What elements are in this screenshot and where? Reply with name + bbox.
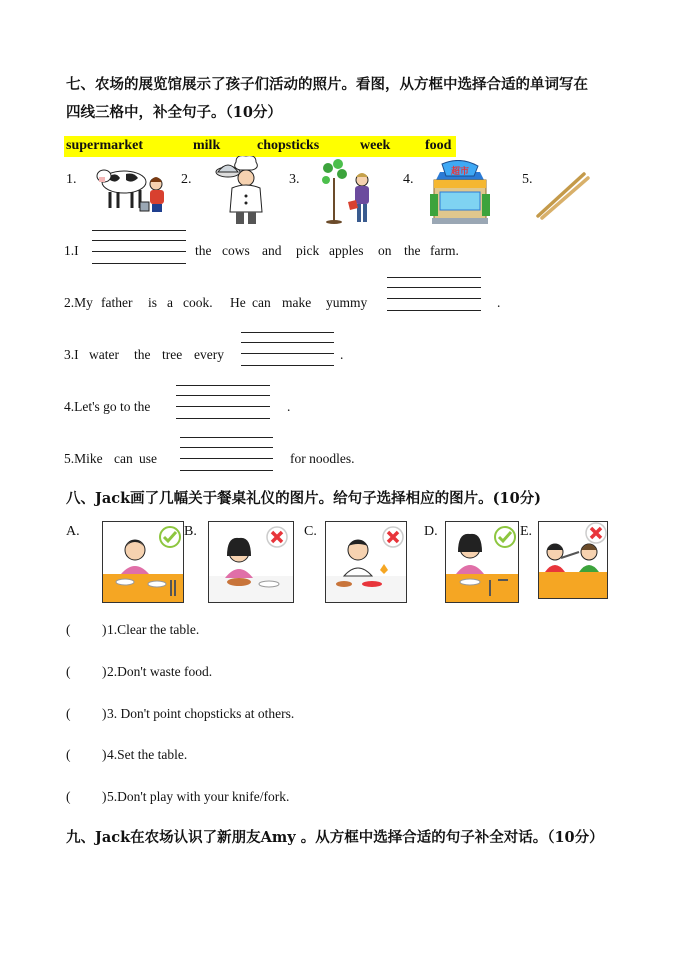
- picture-number-1: 1.: [66, 172, 77, 187]
- answer-paren-close: ): [102, 622, 107, 637]
- sentence-2-word: make: [282, 295, 312, 310]
- answer-lines-4[interactable]: [176, 385, 270, 419]
- answer-paren-open[interactable]: (: [66, 664, 71, 679]
- picture-letter-b: B.: [184, 524, 197, 539]
- sentence-5-word: 5.Mike: [64, 451, 103, 466]
- sentence-5-word: use: [139, 451, 157, 466]
- section-8-title: 八、Jack画了几幅关于餐桌礼仪的图片。给句子选择相应的图片。(10分): [66, 490, 542, 507]
- sentence-1-word: the: [404, 243, 421, 258]
- answer-paren-open[interactable]: (: [66, 789, 71, 804]
- word-supermarket: supermarket: [66, 138, 143, 153]
- word-milk: milk: [193, 138, 221, 153]
- question-text: 1.Clear the table.: [107, 622, 200, 637]
- answer-paren-close: ): [102, 664, 107, 679]
- picture-letter-e: E.: [520, 524, 533, 539]
- word-chopsticks: chopsticks: [257, 138, 320, 153]
- sentence-5-word: for noodles.: [290, 451, 355, 466]
- picture-number-3: 3.: [289, 172, 300, 187]
- answer-paren-open[interactable]: (: [66, 622, 71, 637]
- sentence-1-word: the: [195, 243, 212, 258]
- chopsticks-picture: [534, 170, 590, 220]
- word-bank: [64, 136, 456, 157]
- sentence-1-word: on: [378, 243, 392, 258]
- check-mark-icon: [494, 526, 516, 548]
- sentence-1-word: farm.: [430, 243, 459, 258]
- supermarket-sign-text: 超市: [450, 167, 470, 177]
- answer-lines-1[interactable]: [92, 230, 186, 264]
- sentence-2-word: 2.My: [64, 295, 93, 310]
- sentence-2-word: a: [167, 295, 173, 310]
- picture-number-5: 5.: [522, 172, 533, 187]
- sentence-4-word: 4.Let's go to the: [64, 399, 151, 414]
- section-9-title: 九、Jack在农场认识了新朋友Amy 。从方框中选择合适的句子补全对话。（10分）: [66, 829, 604, 846]
- cross-mark-icon: [266, 526, 288, 548]
- sentence-2-word: can: [252, 295, 271, 310]
- word-food: food: [425, 138, 452, 153]
- picture-letter-d: D.: [424, 524, 438, 539]
- picture-number-4: 4.: [403, 172, 414, 187]
- sentence-3-word: tree: [162, 347, 183, 362]
- question-text: 3. Don't point chopsticks at others.: [107, 706, 295, 721]
- picture-letter-c: C.: [304, 524, 317, 539]
- sentence-2-word: father: [101, 295, 133, 310]
- sentence-2-word: is: [148, 295, 158, 310]
- question-text: 5.Don't play with your knife/fork.: [107, 789, 290, 804]
- picture-letter-a: A.: [66, 524, 80, 539]
- answer-paren-close: ): [102, 789, 107, 804]
- answer-paren-close: ): [102, 706, 107, 721]
- chef-picture: [214, 156, 266, 226]
- answer-paren-close: ): [102, 747, 107, 762]
- answer-lines-2[interactable]: [387, 277, 481, 311]
- milking-cow-picture: [96, 162, 174, 216]
- picture-number-2: 2.: [181, 172, 192, 187]
- supermarket-picture: [428, 160, 492, 226]
- sentence-3-word: .: [340, 347, 344, 362]
- sentence-4-word: .: [287, 399, 291, 414]
- sentence-1-word: apples: [329, 243, 364, 258]
- section-7-title-line-2: 四线三格中，补全句子。（10分）: [66, 104, 282, 121]
- sentence-1-word: cows: [222, 243, 250, 258]
- answer-paren-open[interactable]: (: [66, 706, 71, 721]
- answer-lines-5[interactable]: [180, 437, 273, 471]
- cross-mark-icon: [382, 526, 404, 548]
- answer-lines-3[interactable]: [241, 332, 334, 366]
- sentence-2-word: cook.: [183, 295, 213, 310]
- question-text: 2.Don't waste food.: [107, 664, 213, 679]
- sentence-3-word: the: [134, 347, 151, 362]
- sentence-2-word: He: [230, 295, 246, 310]
- check-mark-icon: [159, 526, 181, 548]
- sentence-1-word: 1.I: [64, 243, 79, 258]
- sentence-2-word: .: [497, 295, 501, 310]
- sentence-2-word: yummy: [326, 295, 368, 310]
- question-text: 4.Set the table.: [107, 747, 188, 762]
- sentence-3-word: 3.I: [64, 347, 79, 362]
- answer-paren-open[interactable]: (: [66, 747, 71, 762]
- sentence-3-word: every: [194, 347, 224, 362]
- cross-mark-icon: [585, 522, 607, 544]
- section-7-title-line-1: 七、农场的展览馆展示了孩子们活动的照片。看图，从方框中选择合适的单词写在: [66, 76, 588, 93]
- watering-tree-picture: [320, 158, 376, 228]
- word-week: week: [360, 138, 391, 153]
- sentence-5-word: can: [114, 451, 133, 466]
- sentence-3-word: water: [89, 347, 119, 362]
- sentence-1-word: and: [262, 243, 282, 258]
- sentence-1-word: pick: [296, 243, 320, 258]
